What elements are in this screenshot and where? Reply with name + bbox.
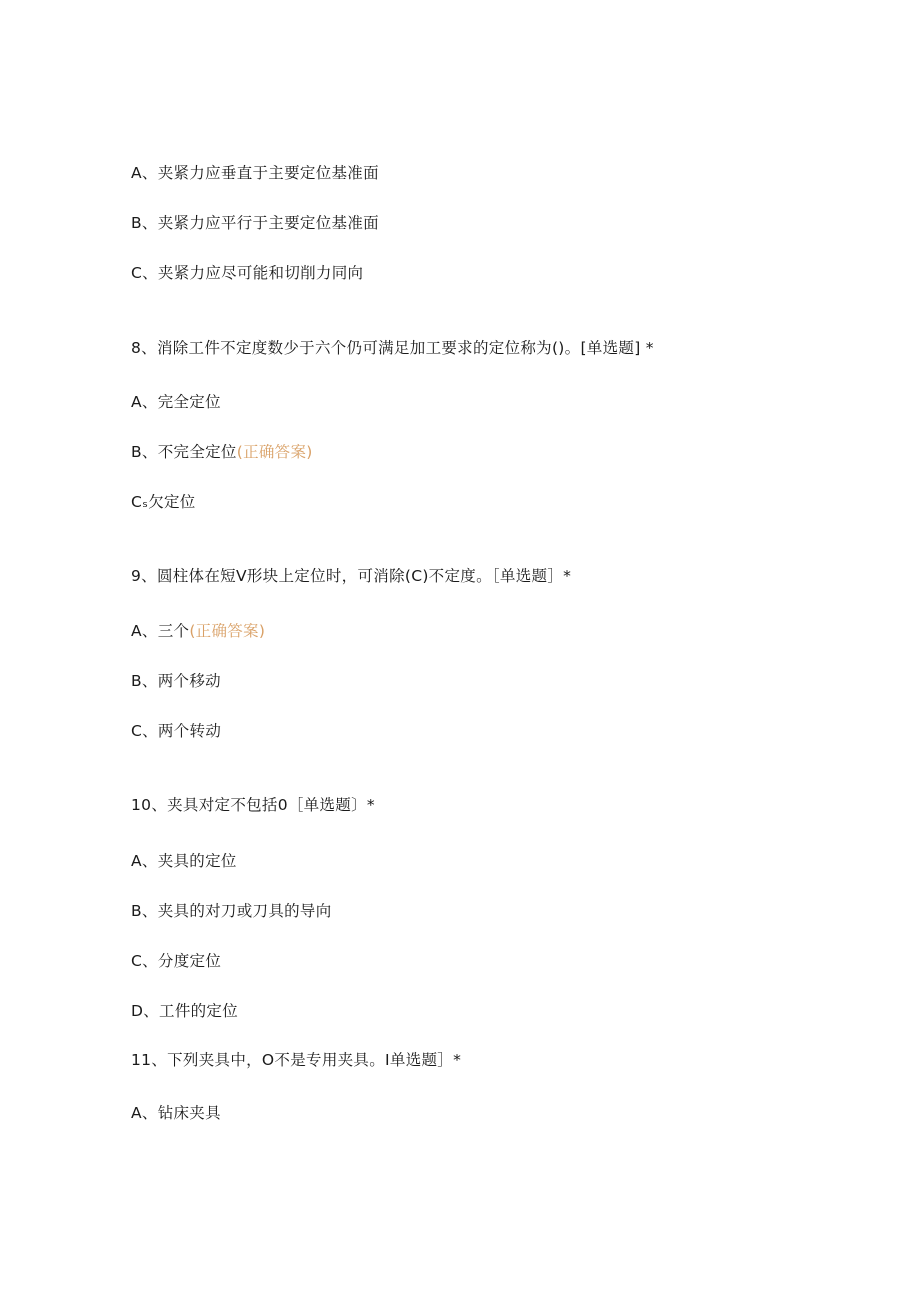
q10-question: 10、夹具对定不包括0［单选题〕* <box>131 796 375 814</box>
q10-option-a: A、夹具的定位 <box>131 852 237 870</box>
q9-option-a-text: A、三个 <box>131 622 190 640</box>
q10-option-b: B、夹具的对刀或刀具的导向 <box>131 902 332 920</box>
q8-option-b-text: B、不完全定位 <box>131 443 237 461</box>
q7-option-a: A、夹紧力应垂直于主要定位基准面 <box>131 164 379 182</box>
q8-option-c: Cₛ欠定位 <box>131 493 196 511</box>
q8-correct-answer-note: (正确答案) <box>236 443 313 461</box>
q9-option-a <box>131 621 265 641</box>
q10-option-c: C、分度定位 <box>131 952 222 970</box>
q9-option-c: C、两个转动 <box>131 722 222 740</box>
q10-option-d: D、工件的定位 <box>131 1002 239 1020</box>
q9-correct-answer-note: (正确答案) <box>189 622 266 640</box>
q8-question: 8、消除工件不定度数少于六个仍可满足加工要求的定位称为()。[单选题] * <box>131 339 654 357</box>
q8-option-a: A、完全定位 <box>131 393 221 411</box>
q11-option-a: A、钻床夹具 <box>131 1104 221 1122</box>
q11-question: 11、下列夹具中，O不是专用夹具。I单选题］* <box>131 1051 462 1069</box>
q8-option-b <box>131 442 313 462</box>
q9-question: 9、圆柱体在短V形块上定位时，可消除(C)不定度。［单选题］* <box>131 567 572 585</box>
q9-option-b: B、两个移动 <box>131 672 221 690</box>
q7-option-c: C、夹紧力应尽可能和切削力同向 <box>131 264 364 282</box>
q7-option-b: B、夹紧力应平行于主要定位基准面 <box>131 214 379 232</box>
